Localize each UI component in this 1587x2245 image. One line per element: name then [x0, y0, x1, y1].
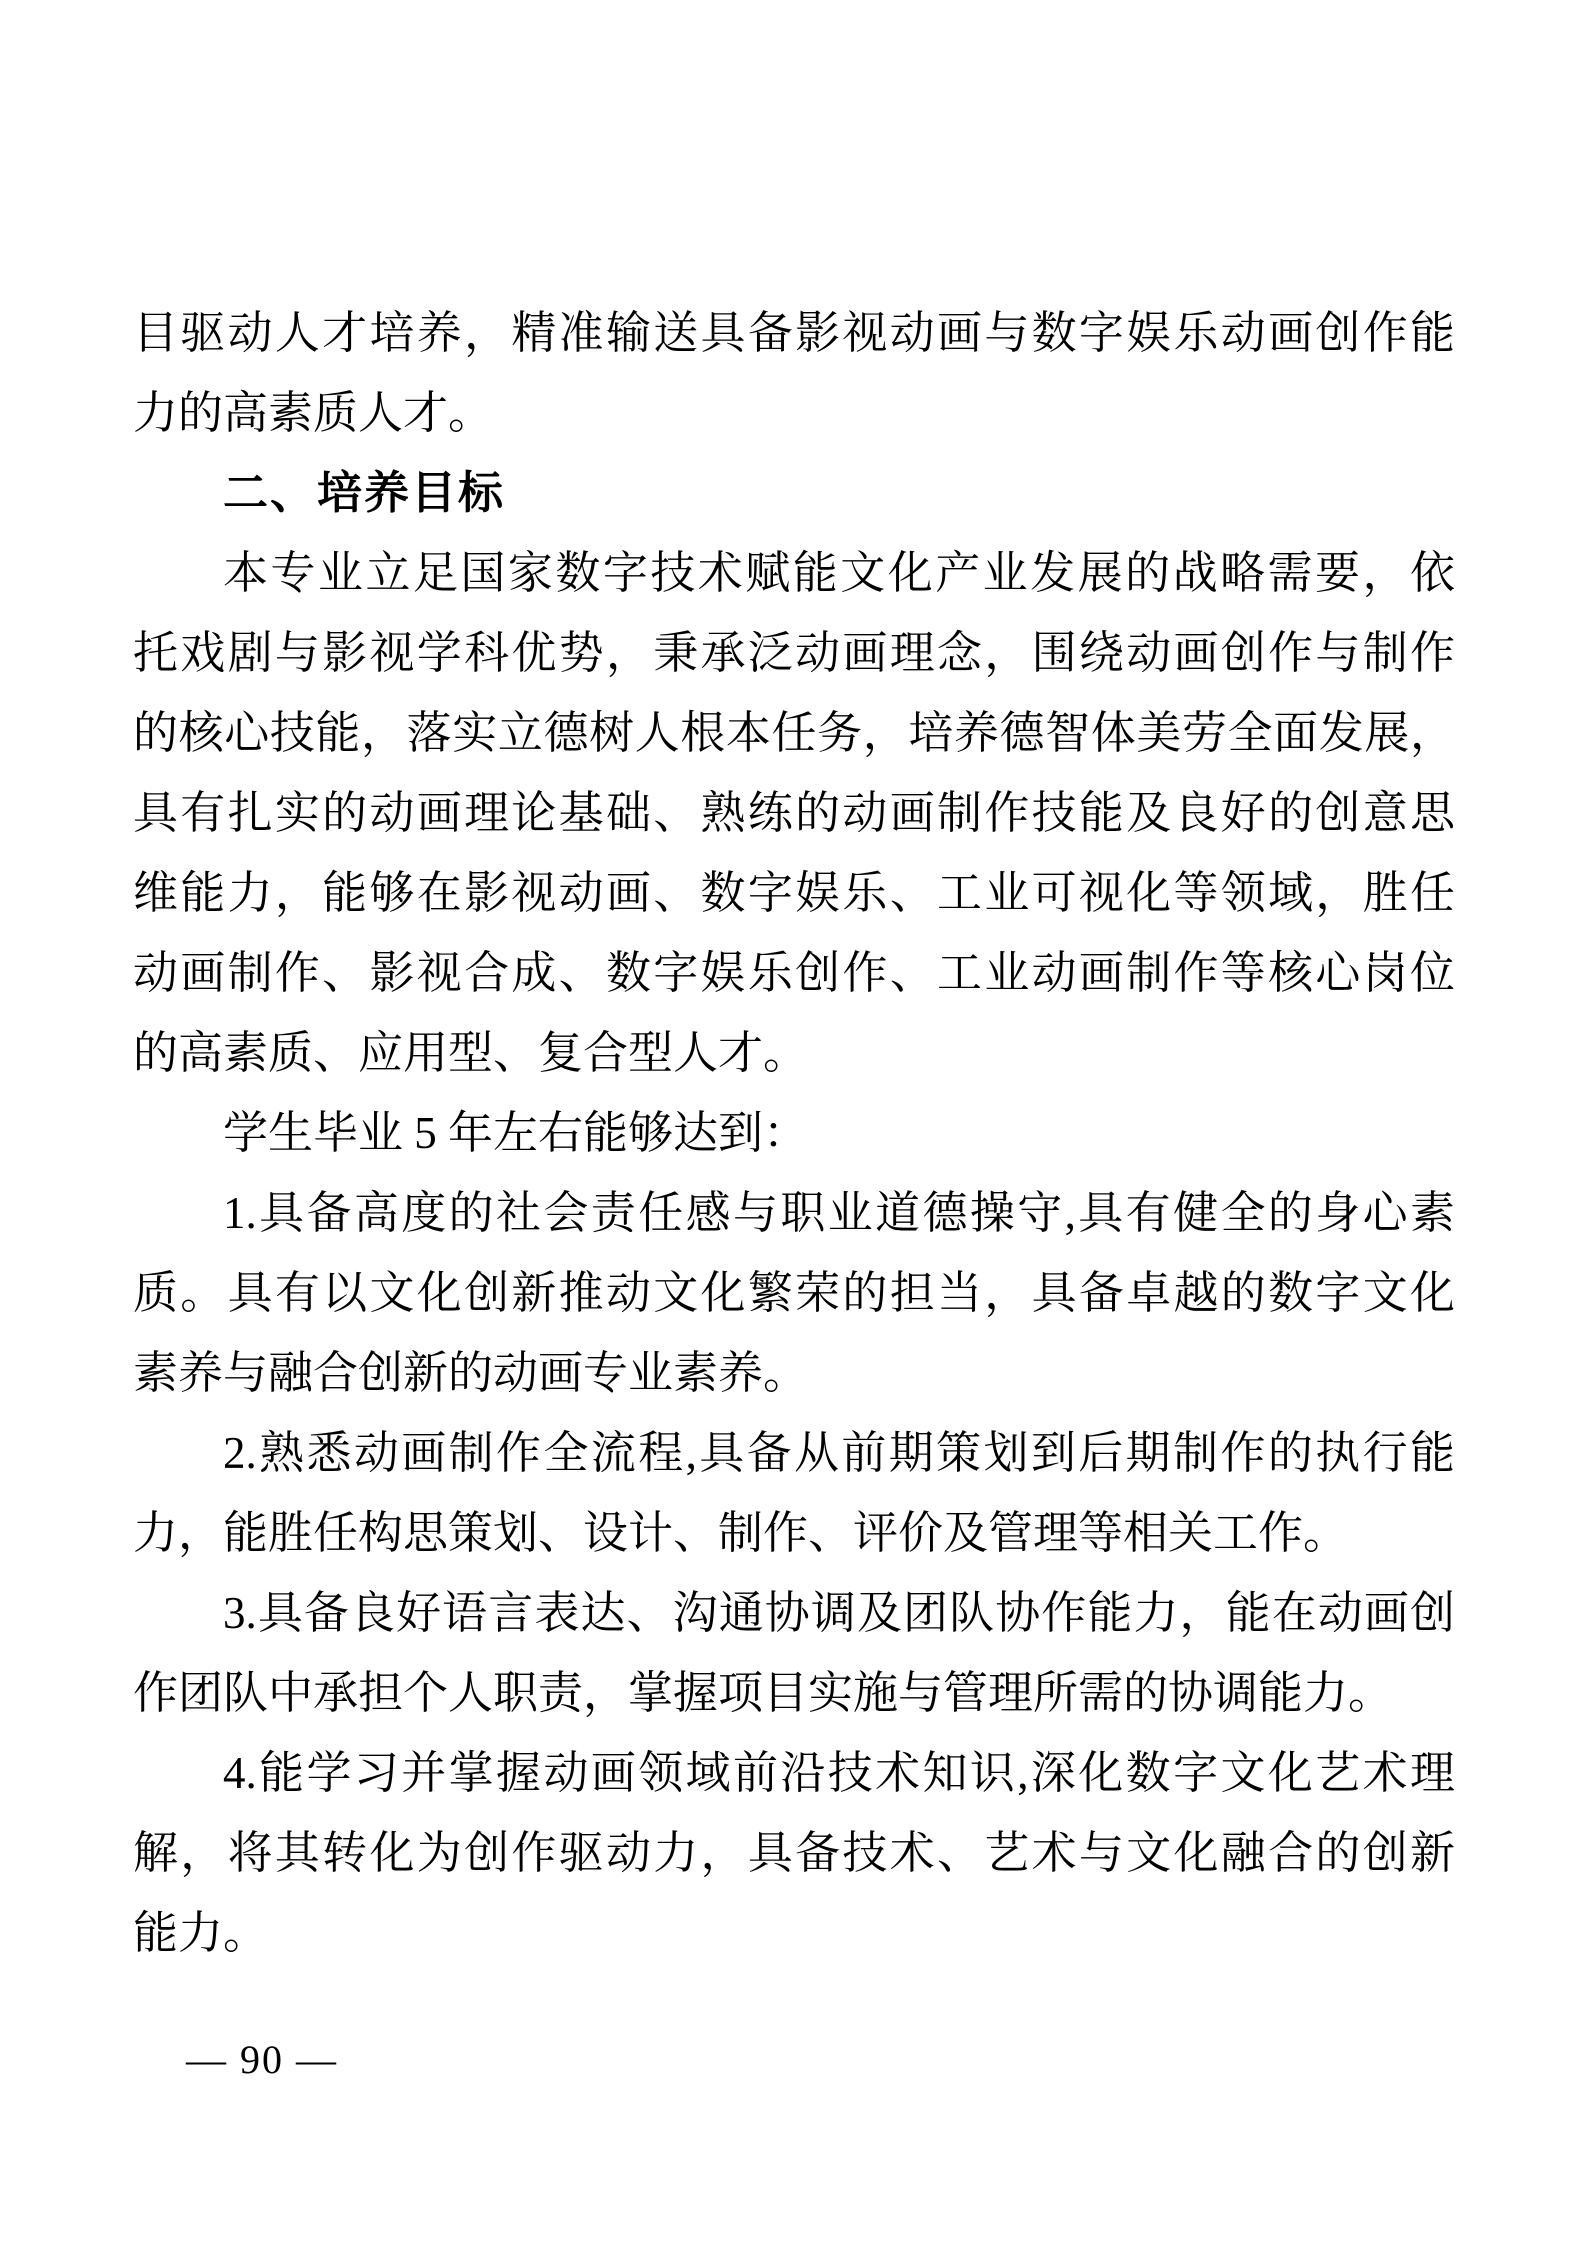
body-line: 目驱动人才培养，精准输送具备影视动画与数字娱乐动画创作能 — [133, 308, 1455, 358]
list-item-2-line: 2.熟悉动画制作全流程,具备从前期策划到后期制作的执行能 — [223, 1428, 1455, 1478]
body-line: 具有扎实的动画理论基础、熟练的动画制作技能及良好的创意思 — [133, 788, 1455, 838]
body-line: 动画制作、影视合成、数字娱乐创作、工业动画制作等核心岗位 — [133, 948, 1455, 998]
page-number: — 90 — — [186, 2037, 338, 2082]
body-line: 托戏剧与影视学科优势，秉承泛动画理念，围绕动画创作与制作 — [133, 628, 1455, 678]
list-item-1-line: 1.具备高度的社会责任感与职业道德操守,具有健全的身心素 — [223, 1188, 1455, 1238]
list-item-1-line: 质。具有以文化创新推动文化繁荣的担当，具备卓越的数字文化 — [133, 1268, 1455, 1318]
body-line: 力的高素质人才。 — [133, 388, 494, 438]
body-line-graduation-goals: 学生毕业 5 年左右能够达到： — [223, 1108, 809, 1158]
body-line: 的高素质、应用型、复合型人才。 — [133, 1028, 809, 1078]
document-body — [133, 293, 1455, 1973]
body-line: 维能力，能够在影视动画、数字娱乐、工业可视化等领域，胜任 — [133, 868, 1455, 918]
section-heading-training-objectives: 二、培养目标 — [223, 467, 506, 518]
body-line: 本专业立足国家数字技术赋能文化产业发展的战略需要，依 — [223, 548, 1455, 598]
list-item-2-line: 力，能胜任构思策划、设计、制作、评价及管理等相关工作。 — [133, 1508, 1349, 1558]
list-item-3-line: 作团队中承担个人职责，掌握项目实施与管理所需的协调能力。 — [133, 1668, 1394, 1718]
body-line: 的核心技能，落实立德树人根本任务，培养德智体美劳全面发展， — [133, 708, 1455, 758]
list-item-4-line: 4.能学习并掌握动画领域前沿技术知识,深化数字文化艺术理 — [223, 1748, 1455, 1798]
list-item-4-line: 解，将其转化为创作驱动力，具备技术、艺术与文化融合的创新 — [133, 1828, 1455, 1878]
list-item-1-line: 素养与融合创新的动画专业素养。 — [133, 1348, 809, 1398]
list-item-3-line: 3.具备良好语言表达、沟通协调及团队协作能力，能在动画创 — [223, 1588, 1455, 1638]
list-item-4-line: 能力。 — [133, 1908, 269, 1958]
